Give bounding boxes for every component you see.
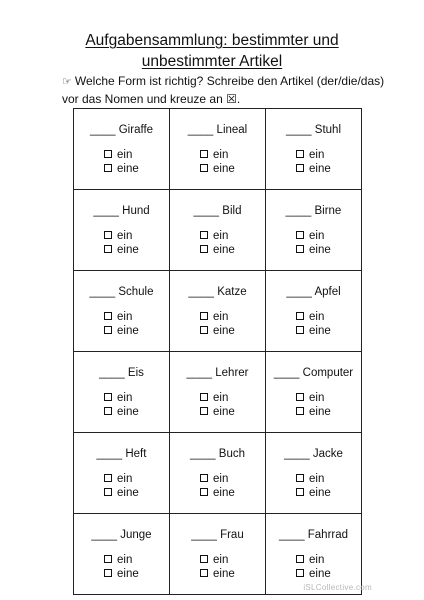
checkbox-eine[interactable] [104,488,112,496]
checkbox-eine[interactable] [200,326,208,334]
checkbox-ein[interactable] [296,312,304,320]
option-ein-label: ein [309,392,325,404]
article-blank[interactable]: ____ [89,124,116,136]
option-ein-label: ein [309,311,325,323]
exercise-cell [170,352,266,433]
option-ein-label: ein [117,230,133,242]
watermark: iSLCollective.com [303,583,372,592]
instruction [62,73,392,108]
noun-label: Eis [127,367,144,379]
article-blank[interactable]: ____ [96,448,123,460]
article-blank[interactable]: ____ [285,124,312,136]
noun-label: Stuhl [314,124,341,136]
option-ein [74,230,169,244]
option-eine-label: eine [117,405,139,418]
option-eine [266,406,361,420]
option-ein-label: ein [117,392,133,404]
noun-line [170,123,265,137]
option-ein [170,392,265,406]
article-blank[interactable]: ____ [286,286,312,298]
option-eine [170,406,265,420]
option-eine [170,244,265,258]
option-ein [170,149,265,163]
noun-line [74,204,169,218]
option-eine [170,568,265,582]
option-ein [170,473,265,487]
noun-label: Hund [122,205,150,217]
article-blank[interactable]: ____ [89,286,116,298]
checkbox-eine[interactable] [104,407,112,415]
article-blank[interactable]: ____ [278,529,305,541]
option-eine [266,487,361,501]
noun-label: Frau [220,529,244,541]
checkbox-eine[interactable] [296,245,304,253]
option-eine-label: eine [213,324,235,337]
noun-label: Heft [125,448,147,460]
exercise-cell [170,190,266,271]
checkbox-ein[interactable] [104,555,112,563]
noun-label: Buch [218,448,245,460]
checkbox-eine[interactable] [296,326,304,334]
grid-row [74,433,362,514]
title-line-2: unbestimmter Artikel [141,53,283,70]
noun-line [170,528,265,542]
noun-label: Fahrrad [307,529,349,541]
checkbox-ein[interactable] [296,555,304,563]
noun-line [266,285,361,299]
article-blank[interactable]: ____ [187,124,214,136]
checkbox-eine[interactable] [296,407,304,415]
checkbox-eine[interactable] [200,164,208,172]
noun-line [170,285,265,299]
article-blank[interactable]: ____ [285,205,312,217]
noun-line [74,528,169,542]
pointing-hand-icon: ☞ [62,76,72,88]
noun-line [266,366,361,380]
checkbox-ein[interactable] [200,393,208,401]
option-eine [74,163,169,177]
checkbox-ein[interactable] [104,474,112,482]
option-eine [266,325,361,339]
exercise-cell [266,190,362,271]
noun-line [74,123,169,137]
article-blank[interactable]: ____ [193,205,220,217]
noun-label: Lehrer [215,367,249,379]
worksheet-title [0,30,424,72]
checkbox-ein[interactable] [104,312,112,320]
option-ein [74,554,169,568]
checkbox-ein[interactable] [200,150,208,158]
option-eine [266,568,361,582]
checkbox-eine[interactable] [104,164,112,172]
option-ein [74,311,169,325]
option-eine-label: eine [213,486,235,499]
exercise-cell [74,352,170,433]
option-ein-label: ein [117,554,133,566]
option-ein [266,554,361,568]
exercise-cell [74,190,170,271]
article-blank[interactable]: ____ [91,529,118,541]
option-eine-label: eine [213,162,235,175]
noun-label: Birne [314,205,342,217]
grid-row [74,190,362,271]
exercise-grid [73,108,362,595]
option-ein-label: ein [213,392,229,404]
article-blank[interactable]: ____ [93,205,119,217]
checkbox-ein[interactable] [104,231,112,239]
option-eine [170,163,265,177]
option-ein-label: ein [117,311,133,323]
option-ein-label: ein [117,149,133,161]
option-ein [266,149,361,163]
noun-label: Giraffe [118,124,154,136]
option-eine-label: eine [213,405,235,418]
exercise-cell [266,433,362,514]
option-eine [266,244,361,258]
instruction-text: Welche Form ist richtig? Schreibe den Artikel (der/die/das) vor das Nomen und kreuze an ☒. [62,74,385,106]
noun-label: Katze [217,286,247,298]
noun-line [170,366,265,380]
option-ein-label: ein [213,149,229,161]
checkbox-ein[interactable] [200,231,208,239]
checkbox-eine[interactable] [104,245,112,253]
option-eine-label: eine [117,486,139,499]
option-eine-label: eine [309,486,331,499]
article-blank[interactable]: ____ [189,448,216,460]
option-eine [74,406,169,420]
option-ein-label: ein [309,149,325,161]
option-eine [266,163,361,177]
option-eine-label: eine [309,567,331,580]
option-eine-label: eine [309,162,331,175]
noun-label: Schule [118,286,154,298]
noun-line [266,447,361,461]
exercise-cell [170,271,266,352]
checkbox-ein[interactable] [200,312,208,320]
article-blank[interactable]: ____ [186,367,213,379]
noun-line [170,204,265,218]
noun-label: Lineal [216,124,248,136]
noun-label: Bild [222,205,242,217]
article-blank[interactable]: ____ [188,286,214,298]
option-ein-label: ein [213,554,229,566]
option-ein [74,149,169,163]
checkbox-ein[interactable] [104,150,112,158]
option-eine-label: eine [309,324,331,337]
checkbox-ein[interactable] [296,474,304,482]
option-eine-label: eine [309,405,331,418]
noun-line [170,447,265,461]
exercise-cell [74,514,170,595]
exercise-cell [266,109,362,190]
checkbox-ein[interactable] [200,555,208,563]
checkbox-ein[interactable] [104,393,112,401]
exercise-cell [266,352,362,433]
exercise-cell [74,433,170,514]
option-eine [74,244,169,258]
option-ein-label: ein [213,473,229,485]
noun-label: Jacke [312,448,343,460]
option-ein [266,311,361,325]
checkbox-eine[interactable] [104,569,112,577]
option-ein [170,311,265,325]
option-ein [74,473,169,487]
checkbox-ein[interactable] [296,231,304,239]
option-eine-label: eine [309,243,331,256]
option-eine [170,325,265,339]
checkbox-eine[interactable] [296,164,304,172]
grid-row [74,109,362,190]
checkbox-eine[interactable] [200,245,208,253]
checkbox-eine[interactable] [296,569,304,577]
option-ein [74,392,169,406]
option-eine-label: eine [117,567,139,580]
noun-label: Computer [302,367,354,379]
option-eine-label: eine [117,324,139,337]
exercise-cell [74,109,170,190]
option-eine-label: eine [117,162,139,175]
noun-line [74,447,169,461]
checkbox-eine[interactable] [200,407,208,415]
option-ein-label: ein [309,554,325,566]
title-line-1: Aufgabensammlung: bestimmter und [85,32,339,49]
noun-label: Junge [120,529,152,541]
option-ein-label: ein [309,230,325,242]
checkbox-eine[interactable] [296,488,304,496]
option-ein-label: ein [309,473,325,485]
exercise-cell [170,109,266,190]
option-eine-label: eine [213,243,235,256]
exercise-cell [266,271,362,352]
option-ein [170,230,265,244]
checkbox-eine[interactable] [200,569,208,577]
exercise-cell [74,271,170,352]
option-ein [266,473,361,487]
option-eine-label: eine [117,243,139,256]
option-eine [170,487,265,501]
noun-line [74,285,169,299]
option-ein-label: ein [213,311,229,323]
option-eine [74,325,169,339]
option-ein [266,392,361,406]
checkbox-eine[interactable] [104,326,112,334]
option-ein [266,230,361,244]
grid-row [74,271,362,352]
noun-line [266,123,361,137]
grid-row [74,352,362,433]
noun-label: Apfel [314,286,341,298]
noun-line [74,366,169,380]
noun-line [266,204,361,218]
exercise-cell [170,433,266,514]
checkbox-eine[interactable] [200,488,208,496]
article-blank[interactable]: ____ [273,367,300,379]
article-blank[interactable]: ____ [99,367,125,379]
exercise-cell [170,514,266,595]
option-ein-label: ein [117,473,133,485]
noun-line [266,528,361,542]
checkbox-ein[interactable] [296,393,304,401]
article-blank[interactable]: ____ [191,529,217,541]
option-ein-label: ein [213,230,229,242]
article-blank[interactable]: ____ [284,448,310,460]
checkbox-ein[interactable] [296,150,304,158]
option-eine [74,487,169,501]
option-eine-label: eine [213,567,235,580]
checkbox-ein[interactable] [200,474,208,482]
option-eine [74,568,169,582]
option-ein [170,554,265,568]
